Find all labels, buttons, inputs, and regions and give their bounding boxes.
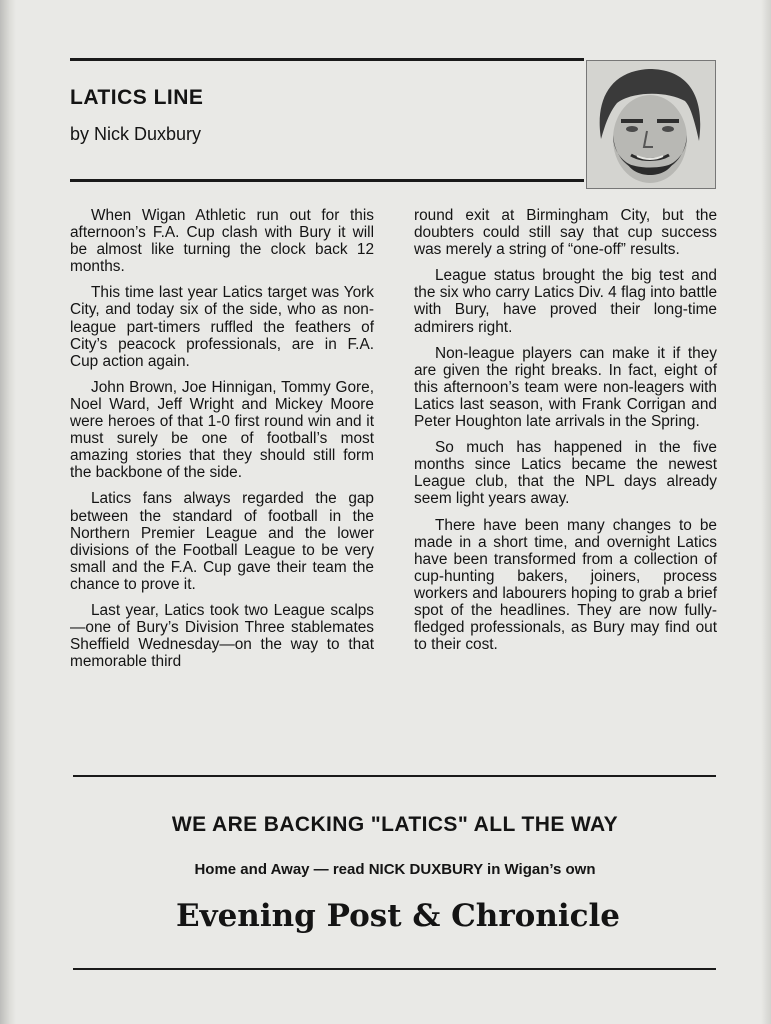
article-paragraph: When Wigan Athletic run out for this afternoon’s F.A. Cup clash with Bury it will be almost like turning the clock back 12 months. (70, 207, 374, 276)
article-paragraph: John Brown, Joe Hinnigan, Tommy Gore, Noel Ward, Jeff Wright and Mickey Moore were heroes of that 1-0 first round win and it must surely be one of football’s most amazing stories that they should still form the backbone of the side. (70, 378, 374, 482)
column-title: LATICS LINE (70, 86, 204, 109)
article-paragraph: Last year, Latics took two League scalps—one of Bury’s Division Three stablemates Sheffield Wednesday—on the way to that memorable third (70, 601, 374, 671)
article-paragraph: There have been many changes to be made in a short time, and overnight Latics have been transformed from a collection of cup-hunting bakers, joiners, process workers and labourers hoping to grab a brief spot of the headlines. They are now fully-fledged professionals, as Bury may find out to their cost. (414, 516, 717, 654)
article-paragraph-continued: round exit at Birmingham City, but the doubters could still say that cup success was merely a string of “one-off” results. (414, 207, 717, 259)
article-paragraph: This time last year Latics target was York City, and today six of the side, who as non-league part-timers ruffled the feathers of City’s peacock professionals, are in F.A. Cup action again. (70, 284, 374, 370)
header-top-rule (70, 58, 584, 61)
byline: by Nick Duxbury (70, 124, 202, 144)
header-bottom-rule (70, 179, 584, 182)
advert-banner: WE ARE BACKING "LATICS" ALL THE WAY (171, 813, 619, 836)
article-right-column (414, 207, 717, 662)
advert-bottom-rule (73, 968, 716, 970)
article-paragraph: So much has happened in the five months since Latics became the newest League club, that the NPL days already seem light years away. (414, 439, 717, 508)
article-paragraph: Non-league players can make it if they are given the right breaks. In fact, eight of this afternoon’s team were non-leagers with Latics last season, with Frank Corrigan and Peter Houghton late arrivals in the Spring. (414, 344, 717, 431)
newspaper-masthead: Evening Post & Chronicle (175, 898, 621, 934)
advert-top-rule (73, 775, 716, 777)
article-paragraph: League status brought the big test and the six who carry Latics Div. 4 flag into battle with Bury, have proved their long-time admirers right. (414, 267, 717, 336)
article-paragraph: Latics fans always regarded the gap between the standard of football in the Northern Premier League and the lower divisions of the Football League to be very small and the F.A. Cup gave their team the chance to prove it. (70, 490, 374, 593)
article-left-column (70, 207, 374, 679)
author-portrait (586, 60, 716, 189)
advert-tagline: Home and Away — read NICK DUXBURY in Wigan’s own (194, 861, 596, 878)
